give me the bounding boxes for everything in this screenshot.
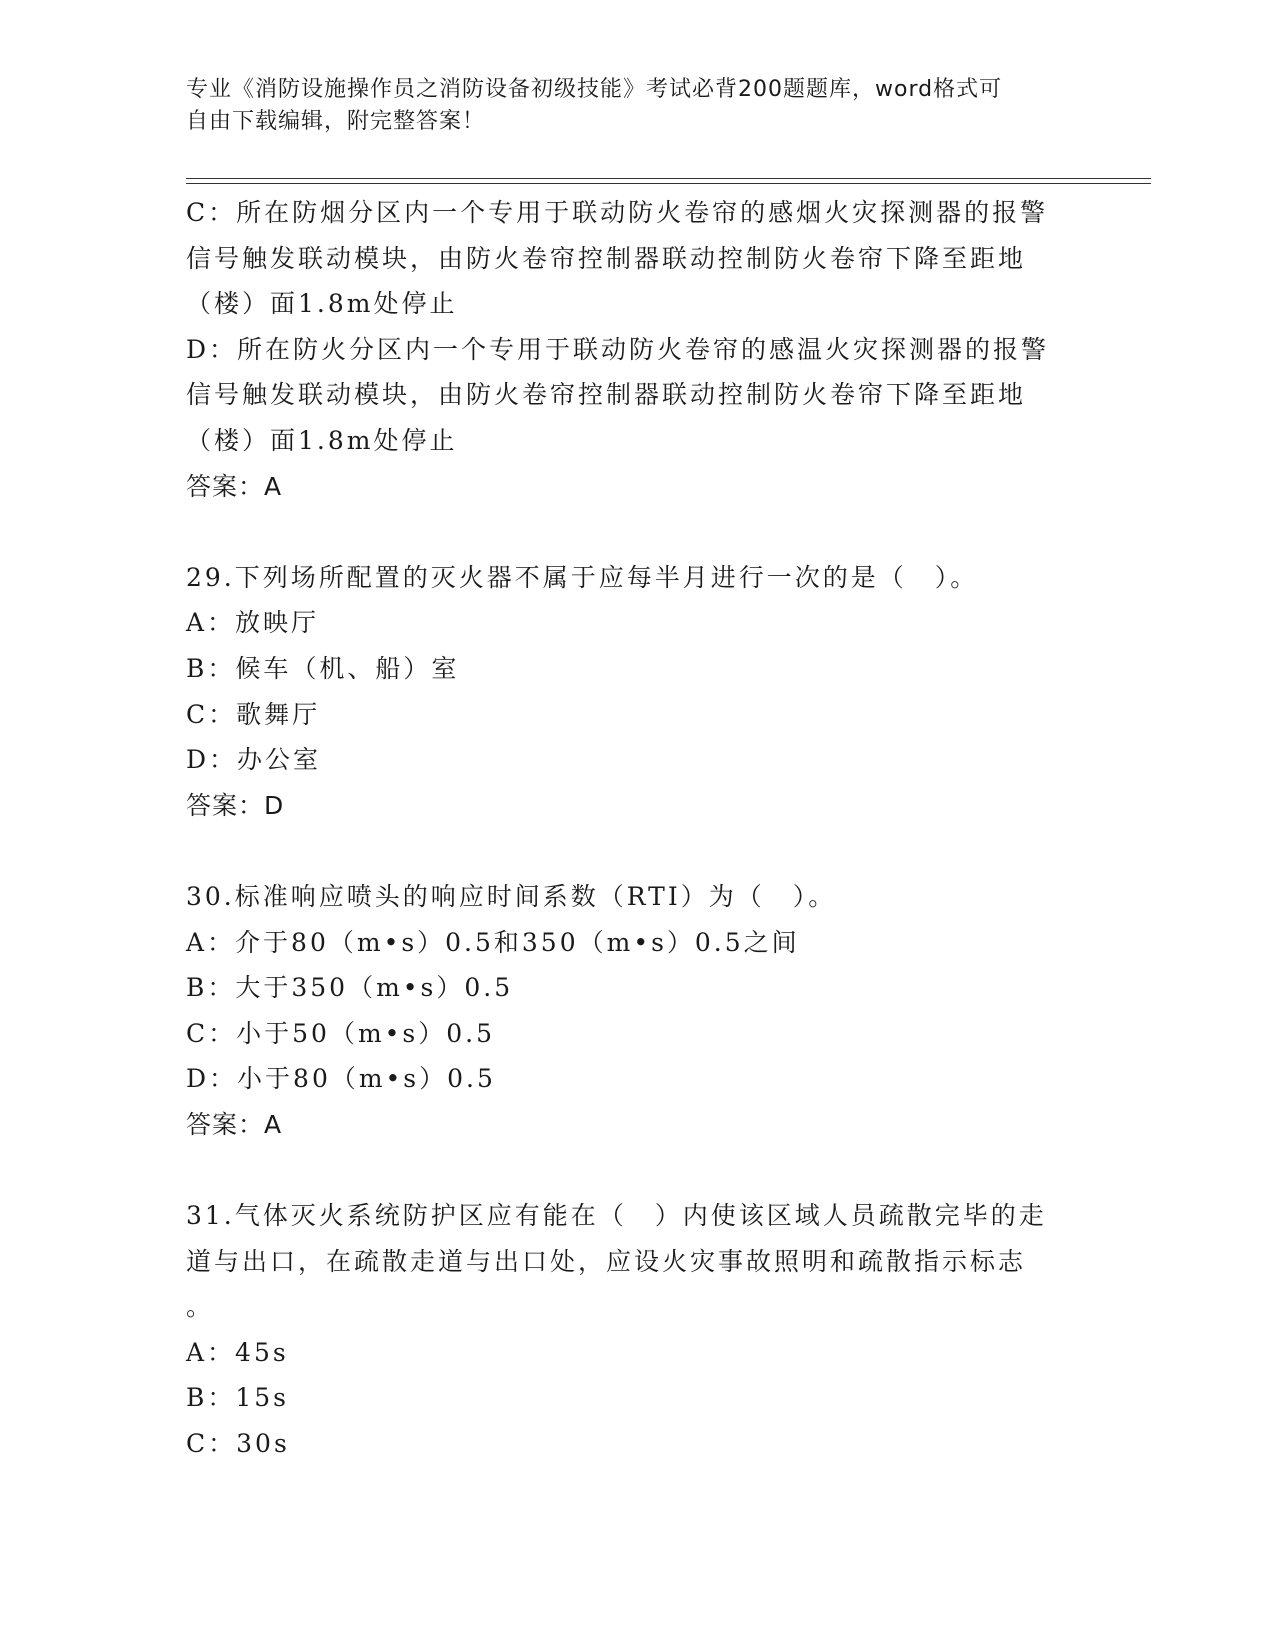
header-line-2: 自由下载编辑，附完整答案！ [186, 109, 486, 134]
q29-option-d: D：办公室 [186, 745, 322, 775]
question-list [186, 190, 1086, 1467]
q28-option-c-line-2: 信号触发联动模块，由防火卷帘控制器联动控制防火卷帘下降至距地 [186, 243, 1027, 273]
q28-option-c-line-3: （楼）面1.8m处停止 [186, 289, 458, 319]
q30-option-b: B：大于350（m•s）0.5 [186, 973, 514, 1003]
spacer [186, 509, 1086, 555]
q28-option-d-line-2: 信号触发联动模块，由防火卷帘控制器联动控制防火卷帘下降至距地 [186, 380, 1027, 410]
spacer [186, 828, 1086, 874]
q28-option-d-line-1: D：所在防火分区内一个专用于联动防火卷帘的感温火灾探测器的报警 [186, 334, 1050, 364]
q29-stem: 29.下列场所配置的灭火器不属于应每半月进行一次的是（ ）。 [186, 562, 979, 592]
q30-option-c: C：小于50（m•s）0.5 [186, 1018, 495, 1048]
q31-stem-line-3: 。 [186, 1292, 215, 1322]
q30-stem: 30.标准响应喷头的响应时间系数（RTI）为（ ）。 [186, 881, 837, 911]
q28-option-c-line-1: C：所在防烟分区内一个专用于联动防火卷帘的感烟火灾探测器的报警 [186, 198, 1049, 227]
question-29 [186, 555, 1086, 829]
q29-answer: 答案：D [186, 790, 285, 820]
q30-option-a: A：介于80（m•s）0.5和350（m•s）0.5之间 [186, 927, 800, 957]
header-divider-bottom [186, 183, 1151, 184]
question-28 [186, 190, 1086, 509]
header-divider-top [186, 178, 1151, 179]
q29-option-a: A：放映厅 [186, 608, 320, 638]
spacer [186, 1147, 1086, 1193]
q28-answer: 答案：A [186, 471, 283, 501]
q30-answer: 答案：A [186, 1109, 283, 1139]
q31-stem-line-2: 道与出口，在疏散走道与出口处，应设火灾事故照明和疏散指示标志 [186, 1246, 1027, 1276]
q29-option-c: C：歌舞厅 [186, 699, 321, 729]
q31-option-b: B：15s [186, 1383, 290, 1413]
q31-option-c: C：30s [186, 1429, 290, 1459]
question-31 [186, 1193, 1086, 1467]
q28-option-d-line-3: （楼）面1.8m处停止 [186, 425, 458, 455]
document-header [186, 74, 1066, 138]
q31-stem-line-1: 31.气体灭火系统防护区应有能在（ ）内使该区域人员疏散完毕的走 [186, 1201, 1047, 1231]
q30-option-d: D：小于80（m•s）0.5 [186, 1064, 496, 1094]
header-line-1: 专业《消防设施操作员之消防设备初级技能》考试必背200题题库，word格式可 [186, 77, 1003, 102]
q31-option-a: A：45s [186, 1337, 289, 1367]
question-30 [186, 874, 1086, 1148]
q29-option-b: B：候车（机、船）室 [186, 653, 460, 683]
